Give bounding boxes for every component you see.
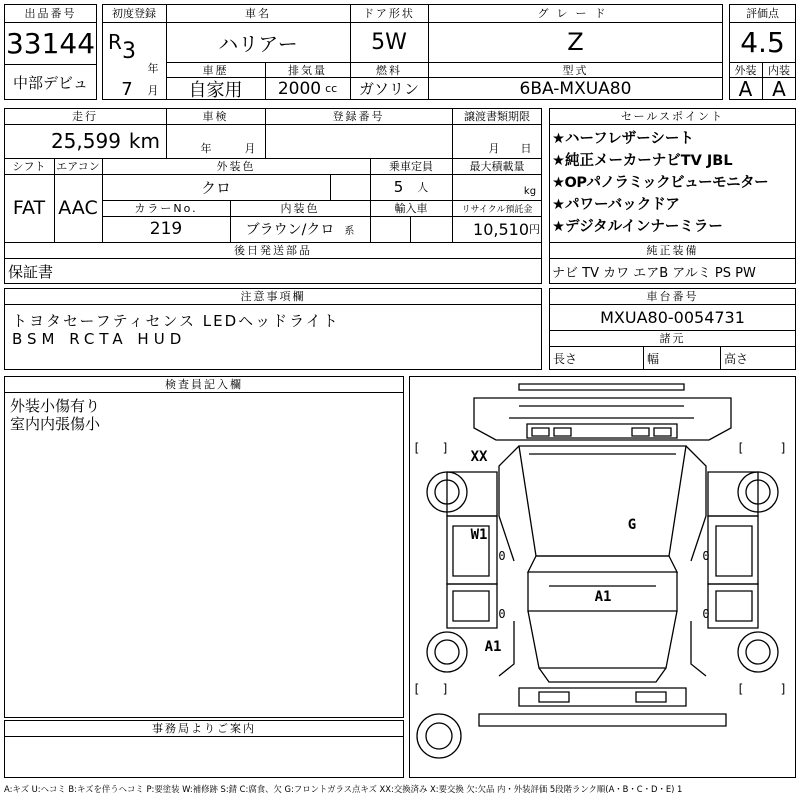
int-color bbox=[230, 216, 370, 242]
equipment: ナビ TV カワ エアB アルミ PS PW bbox=[552, 265, 756, 281]
mark-zero-left-1: 0 bbox=[498, 549, 506, 563]
capacity-value: 5 bbox=[393, 178, 404, 196]
model: 6BA-MXUA80 bbox=[519, 78, 632, 99]
reg-month: 7 bbox=[121, 78, 133, 100]
mark-w1: W1 bbox=[470, 527, 488, 543]
shift: FAT bbox=[12, 197, 46, 219]
displacement-unit: cc bbox=[325, 82, 338, 95]
reg-year: 3 bbox=[122, 38, 136, 64]
inspection-year-unit: 年 bbox=[200, 142, 212, 155]
selling-point: ★OPパノラミックビューモニター bbox=[552, 175, 769, 191]
fuel-label: 燃料 bbox=[376, 63, 402, 77]
bracket-open-top-right: [ bbox=[738, 441, 744, 455]
mileage bbox=[4, 124, 166, 158]
ext-grade: A bbox=[738, 77, 753, 100]
bracket-close-top-right: ] bbox=[780, 441, 786, 455]
width-label: 幅 bbox=[647, 351, 660, 366]
int-grade: A bbox=[772, 77, 786, 100]
mark-zero-right-2: 0 bbox=[702, 607, 710, 621]
mark-g: G bbox=[627, 517, 637, 533]
car-name: ハリアー bbox=[218, 31, 298, 56]
height-label: 高さ bbox=[724, 351, 749, 366]
ext-grade-label: 外装 bbox=[734, 63, 757, 77]
bracket-close-bottom-right: ] bbox=[780, 682, 786, 696]
chassis-number: MXUA80-0054731 bbox=[600, 307, 745, 327]
int-grade-label: 内装 bbox=[768, 63, 790, 77]
inspection-month-unit: 月 bbox=[244, 142, 256, 155]
int-color-label: 内装色 bbox=[280, 202, 320, 215]
capacity bbox=[370, 174, 452, 200]
debut-label: 中部デビュ bbox=[12, 73, 88, 92]
inspector-line-1: 外装小傷有り bbox=[10, 397, 101, 415]
ext-color-label: 外装色 bbox=[216, 160, 256, 173]
mileage-label: 走行 bbox=[72, 110, 98, 123]
era: R bbox=[108, 30, 122, 54]
history: 自家用 bbox=[188, 79, 243, 100]
post-label: 後日発送部品 bbox=[234, 244, 312, 257]
legend: A:キズ U:ヘコミ B:キズを伴うヘコミ P:要塗装 W:補修跡 S:錆 C:腐食、欠 G:フロントガラス点キズ XX:交換済み X:要交換 欠:欠品 内・外装評価 5段階ランク順(A・B・C・D・E) 1 bbox=[4, 784, 683, 794]
car-name-label: 車名 bbox=[245, 7, 271, 20]
post: 保証書 bbox=[8, 262, 54, 281]
mark-zero-left-2: 0 bbox=[498, 607, 506, 621]
ac-label: エアコン bbox=[56, 160, 100, 173]
int-color-value: ブラウン/クロ bbox=[245, 222, 335, 238]
color-no-label: カラーNo. bbox=[134, 202, 198, 215]
mileage-unit: km bbox=[128, 129, 160, 153]
transfer-label: 譲渡書類期限 bbox=[464, 110, 530, 123]
length-label: 長さ bbox=[553, 351, 578, 366]
mark-a1-left: A1 bbox=[484, 639, 502, 655]
load-label: 最大積載量 bbox=[469, 160, 525, 173]
car-diagram bbox=[409, 376, 796, 778]
recycle-value: 10,510 bbox=[473, 219, 529, 239]
selling-list bbox=[552, 128, 796, 238]
selling-point: ★純正メーカーナビTV JBL bbox=[552, 153, 733, 169]
lot-label: 出品番号 bbox=[24, 7, 77, 20]
load-unit: kg bbox=[523, 185, 537, 197]
chassis-label: 車台番号 bbox=[646, 290, 699, 303]
reg-year-unit: 年 bbox=[147, 62, 159, 75]
recycle bbox=[452, 216, 542, 242]
displacement bbox=[265, 77, 350, 100]
selling-point: ★パワーバックドア bbox=[552, 197, 680, 213]
mark-a1-center: A1 bbox=[594, 589, 612, 605]
score-label: 評価点 bbox=[746, 7, 779, 20]
int-color-unit: 系 bbox=[344, 225, 355, 237]
reg-month-unit: 月 bbox=[147, 84, 159, 97]
grade: Z bbox=[567, 28, 584, 56]
ext-color: クロ bbox=[200, 178, 231, 197]
capacity-unit: 人 bbox=[417, 181, 429, 194]
notes-label: 注意事項欄 bbox=[240, 290, 306, 303]
inspector-line-2: 室内内張傷小 bbox=[10, 415, 101, 433]
bracket-open-bottom-left: [ bbox=[414, 682, 420, 696]
bracket-close-bottom-left: ] bbox=[442, 682, 448, 696]
model-label: 型式 bbox=[562, 63, 589, 77]
capacity-label: 乗車定員 bbox=[389, 160, 433, 173]
recycle-label: リサイクル預託金 bbox=[461, 204, 533, 215]
first-reg-label: 初度登録 bbox=[112, 7, 156, 20]
ac: AAC bbox=[58, 197, 98, 219]
inspector-label: 検査員記入欄 bbox=[165, 378, 243, 391]
bracket-close-top-left: ] bbox=[442, 441, 448, 455]
specs-label: 諸元 bbox=[659, 332, 686, 345]
import-label: 輸入車 bbox=[394, 202, 428, 215]
shift-label: シフト bbox=[12, 160, 46, 173]
selling-point: ★ハーフレザーシート bbox=[552, 131, 694, 147]
office-label: 事務局よりご案内 bbox=[152, 722, 256, 735]
fuel: ガソリン bbox=[358, 80, 419, 98]
displacement-value: 2000 bbox=[277, 78, 322, 99]
score: 4.5 bbox=[740, 25, 785, 59]
notes-line-2: BSM RCTA HUD bbox=[12, 330, 187, 348]
bracket-open-top-left: [ bbox=[414, 441, 420, 455]
color-no: 219 bbox=[149, 219, 183, 239]
recycle-unit: 円 bbox=[529, 223, 540, 236]
bracket-open-bottom-right: [ bbox=[738, 682, 744, 696]
door-label: ドア形状 bbox=[363, 7, 415, 20]
mark-zero-right-1: 0 bbox=[702, 549, 710, 563]
notes-line-1: トヨタセーフティセンス LEDヘッドライト bbox=[12, 312, 340, 330]
lot-number: 33144 bbox=[5, 26, 96, 60]
equipment-label: 純正装備 bbox=[646, 244, 699, 257]
mileage-value: 25,599 bbox=[50, 129, 121, 153]
inspection-label: 車検 bbox=[202, 110, 229, 123]
transfer-day-unit: 日 bbox=[520, 142, 532, 155]
displacement-label: 排気量 bbox=[288, 63, 327, 77]
history-label: 車歴 bbox=[202, 63, 229, 77]
door: 5W bbox=[371, 29, 407, 55]
plate-label: 登録番号 bbox=[332, 110, 385, 123]
mark-xx: XX bbox=[470, 449, 488, 465]
grade-label: グレード bbox=[537, 7, 614, 20]
transfer-month-unit: 月 bbox=[488, 142, 500, 155]
selling-point: ★デジタルインナーミラー bbox=[552, 219, 723, 235]
selling-label: セールスポイント bbox=[620, 110, 724, 123]
